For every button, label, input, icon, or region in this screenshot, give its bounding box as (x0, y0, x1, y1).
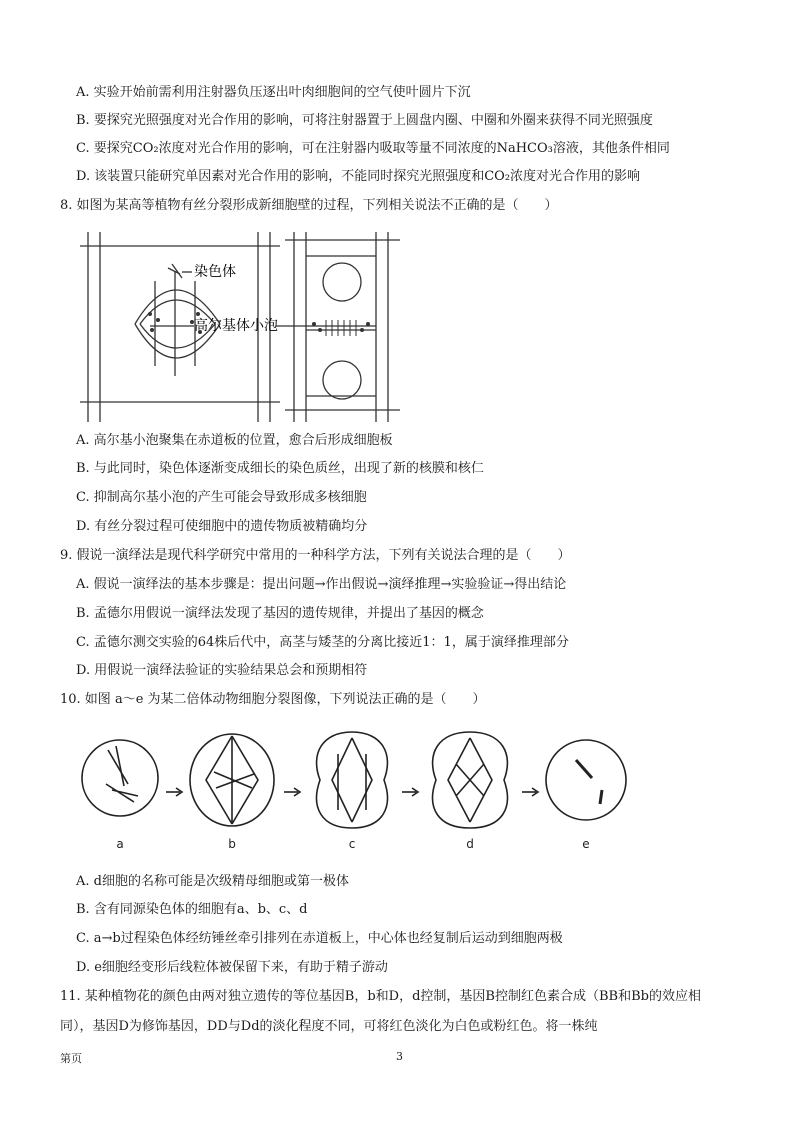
figure-label-c: c (348, 837, 356, 851)
q7-option-a: A. 实验开始前需利用注射器负压逐出叶肉细胞间的空气使叶圆片下沉 (76, 85, 471, 100)
figure-label-d: d (466, 837, 474, 851)
page-number: 3 (396, 1050, 403, 1063)
q9-option-d: D. 用假说一演绎法验证的实验结果总会和预期相符 (76, 663, 368, 678)
q10-cell-division-figure (76, 724, 636, 854)
figure-label-a: a (116, 837, 124, 851)
q9-option-a: A. 假说一演绎法的基本步骤是：提出问题→作出假说→演绎推理→实验验证→得出结论 (76, 577, 567, 592)
q8-option-c: C. 抑制高尔基小泡的产生可能会导致形成多核细胞 (76, 490, 367, 505)
figure-label-b: b (228, 837, 236, 851)
q9-stem: 9. 假说一演绎法是现代科学研究中常用的一种科学方法，下列有关说法合理的是（ ） (60, 548, 571, 563)
q8-option-a: A. 高尔基小泡聚集在赤道板的位置，愈合后形成细胞板 (76, 433, 393, 448)
footer-left: 第页 (60, 1052, 82, 1065)
label-golgi-vesicle: 高尔基体小泡 (194, 318, 278, 334)
q10-option-a: A. d细胞的名称可能是次级精母细胞或第一极体 (76, 874, 349, 889)
label-chromosome: 染色体 (194, 264, 236, 280)
q8-cell-figure (80, 226, 410, 426)
q8-option-b: B. 与此同时，染色体逐渐变成细长的染色质丝，出现了新的核膜和核仁 (76, 461, 484, 476)
q10-option-d: D. e细胞经变形后线粒体被保留下来，有助于精子游动 (76, 960, 388, 975)
q9-option-b: B. 孟德尔用假说一演绎法发现了基因的遗传规律，并提出了基因的概念 (76, 606, 484, 621)
q7-option-d: D. 该装置只能研究单因素对光合作用的影响，不能同时探究光照强度和CO₂浓度对光合作用的影响 (76, 169, 641, 184)
figure-label-e: e (582, 837, 590, 851)
q10-stem: 10. 如图 a～e 为某二倍体动物细胞分裂图像，下列说法正确的是（ ） (60, 692, 486, 707)
q9-option-c: C. 孟德尔测交实验的64株后代中，高茎与矮茎的分离比接近1：1，属于演绎推理部分 (76, 635, 569, 650)
q7-option-b: B. 要探究光照强度对光合作用的影响，可将注射器置于上圆盘内圈、中圈和外圈来获得不同光照强度 (76, 113, 653, 128)
q7-option-c: C. 要探究CO₂浓度对光合作用的影响，可在注射器内吸取等量不同浓度的NaHCO₃溶液，其他条件相同 (76, 141, 670, 156)
q11-stem: 11. 某种植物花的颜色由两对独立遗传的等位基因B，b和D，d控制，基因B控制红色素合成（BB和Bb的效应相同），基因D为修饰基因，DD与Dd的淡化程度不同，可将红色淡化为白色或粉红色。将一株纯 (60, 989, 701, 1034)
q10-option-c: C. a→b过程染色体经纺锤丝牵引排列在赤道板上，中心体也经复制后运动到细胞两极 (76, 931, 563, 946)
q8-stem: 8. 如图为某高等植物有丝分裂形成新细胞壁的过程，下列相关说法不正确的是（ ） (60, 198, 558, 213)
q8-option-d: D. 有丝分裂过程可使细胞中的遗传物质被精确均分 (76, 519, 368, 534)
q10-option-b: B. 含有同源染色体的细胞有a、b、c、d (76, 902, 308, 917)
